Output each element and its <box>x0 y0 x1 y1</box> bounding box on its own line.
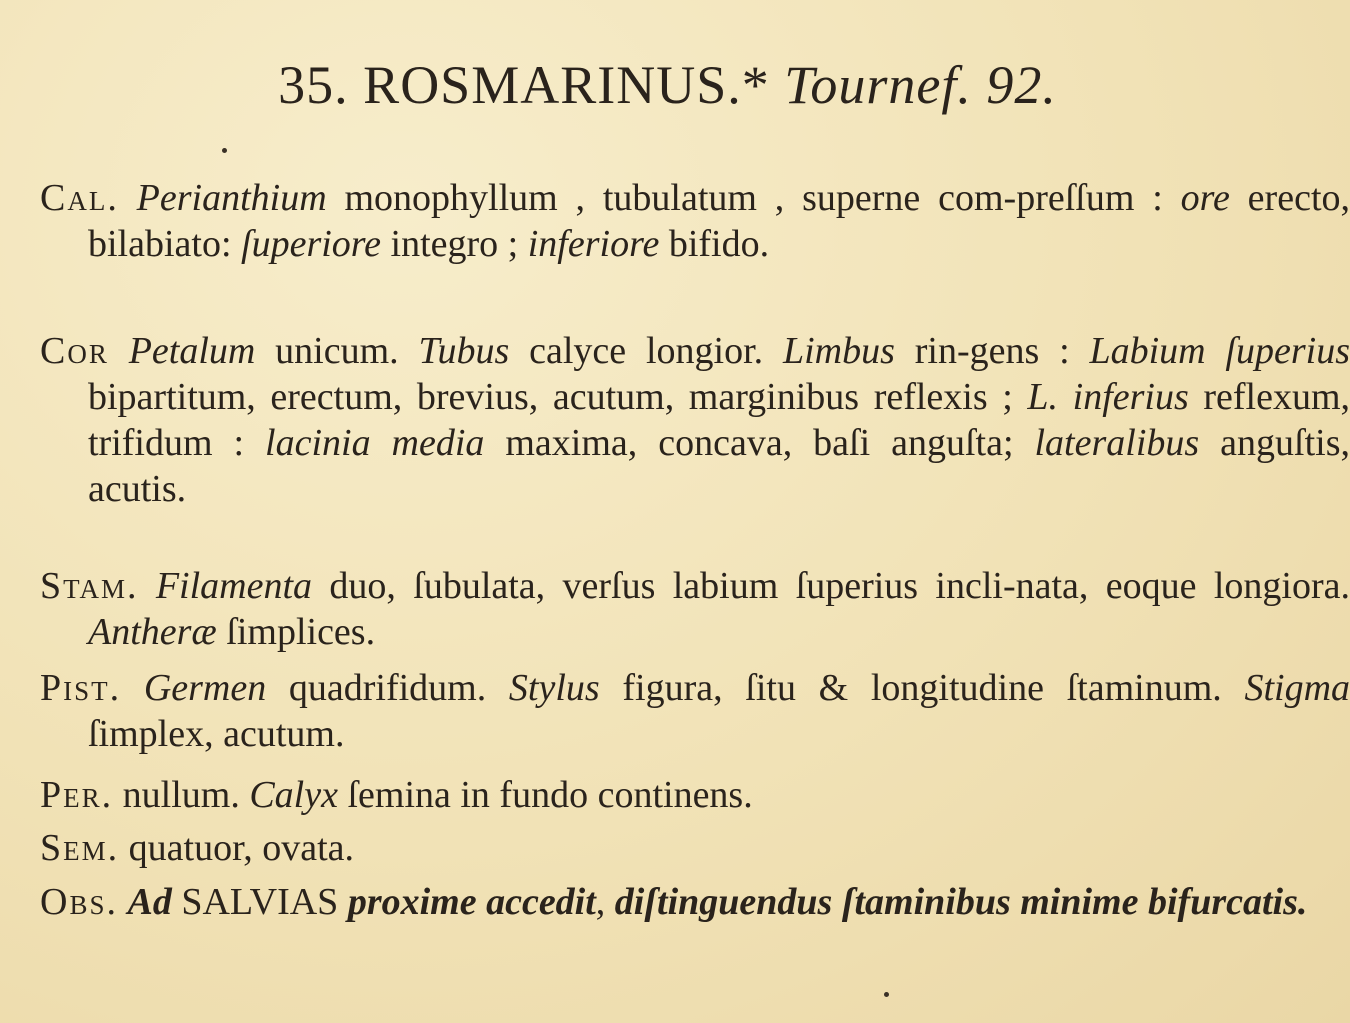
entry-per <box>40 772 1350 818</box>
entry-sem <box>40 825 1350 871</box>
entry-cal <box>40 175 1350 267</box>
entry-label: Obs. <box>40 881 118 923</box>
genus-heading <box>0 50 1335 120</box>
entry-text-segment: quadrifidum. <box>266 667 509 709</box>
entry-text-segment: lacinia media <box>265 422 485 464</box>
entry-text-segment: duo, ſubulata, verſus labium ſuperius incli-nata, eoque longiora. <box>312 565 1350 607</box>
print-speck <box>884 992 889 997</box>
entry-text-segment: Labium ſuperius <box>1089 330 1350 372</box>
entry-text-segment: bifido. <box>659 223 770 265</box>
entry-label: Cor <box>40 330 109 372</box>
entry-text-segment: quatuor, ovata. <box>128 827 354 869</box>
entry-text-segment: Perianthium <box>136 177 327 219</box>
entry-text-segment: rin-gens : <box>894 330 1090 372</box>
print-speck <box>222 148 227 153</box>
entry-label: Stam. <box>40 565 139 607</box>
entry-text-segment: L. inferius <box>1027 376 1189 418</box>
entry-text-segment: monophyllum , tubulatum , superne com-preſſum : <box>326 177 1181 219</box>
entry-cor <box>40 328 1350 512</box>
entry-text-segment: ſemina in fundo continens. <box>337 774 753 816</box>
entry-text-segment: Limbus <box>782 330 895 372</box>
entry-text-segment: bipartitum, erectum, brevius, acutum, marginibus reflexis ; <box>88 376 1028 418</box>
entry-text-segment: calyce longior. <box>509 330 783 372</box>
entry-text-segment: lateralibus <box>1034 422 1200 464</box>
entry-text-segment: diſtinguendus ſtaminibus minime bifurcatis. <box>614 881 1308 923</box>
entry-text-segment: unicum. <box>255 330 419 372</box>
entry-text-segment: SALVIAS <box>171 881 348 923</box>
entry-pist <box>40 665 1350 757</box>
entry-text-segment: ſimplex, acutum. <box>88 713 345 755</box>
entry-obs <box>40 879 1350 925</box>
entry-text-segment: ſimplices. <box>216 611 376 653</box>
entry-text-segment: reflexum, trifidum : <box>88 376 1350 464</box>
entry-text-segment: Tubus <box>418 330 510 372</box>
entry-text-segment: ore <box>1180 177 1230 219</box>
entry-label: Cal. <box>40 177 119 219</box>
entry-label: Pist. <box>40 667 122 709</box>
entry-text-segment: Antheræ <box>88 611 217 653</box>
genus-number: 35. <box>278 55 349 115</box>
entry-label: Sem. <box>40 827 120 869</box>
entry-label: Per. <box>40 774 114 816</box>
entry-text-segment: figura, ſitu & longitudine ſtaminum. <box>599 667 1245 709</box>
entry-text-segment: proxime accedit <box>347 881 596 923</box>
entry-text-segment: Ad <box>127 881 172 923</box>
entry-text-segment: Calyx <box>249 774 338 816</box>
genus-name: ROSMARINUS.* <box>363 55 770 115</box>
entry-stam <box>40 563 1350 655</box>
entry-text-segment: anguſtis, acutis. <box>88 422 1350 510</box>
entry-text-segment: Petalum <box>128 330 256 372</box>
entry-text-segment: inferiore <box>527 223 660 265</box>
entry-text-segment: Stylus <box>508 667 600 709</box>
entry-text-segment: nullum. <box>122 774 250 816</box>
entry-text-segment: Stigma <box>1244 667 1350 709</box>
entry-text-segment: maxima, concava, baſi anguſta; <box>484 422 1035 464</box>
entry-text-segment: , <box>595 881 615 923</box>
entry-text-segment: ſuperiore <box>241 223 382 265</box>
entry-text-segment: erecto, bilabiato: <box>88 177 1350 265</box>
entry-text-segment: integro ; <box>381 223 528 265</box>
entry-text-segment: Germen <box>143 667 267 709</box>
entry-text-segment: Filamenta <box>155 565 313 607</box>
genus-authority: Tournef. 92. <box>784 55 1057 115</box>
